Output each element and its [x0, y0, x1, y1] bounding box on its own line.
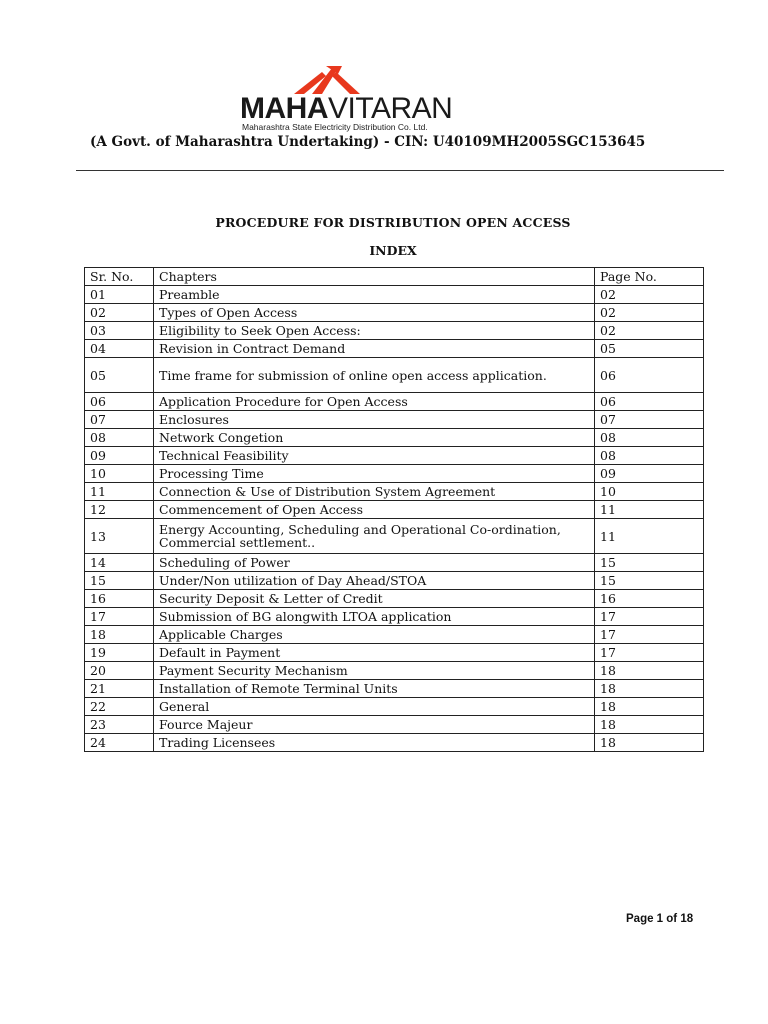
table-row	[85, 429, 704, 447]
row-page-no: 17	[595, 626, 704, 644]
table-row	[85, 626, 704, 644]
row-chapter: Default in Payment	[154, 644, 595, 662]
row-sr-no: 04	[85, 340, 154, 358]
table-row	[85, 304, 704, 322]
index-title: INDEX	[369, 243, 417, 258]
table-row	[85, 554, 704, 572]
table-row	[85, 662, 704, 680]
table-row	[85, 680, 704, 698]
row-page-no: 08	[595, 447, 704, 465]
row-page-no: 06	[595, 393, 704, 411]
table-row	[85, 608, 704, 626]
row-page-no: 18	[595, 662, 704, 680]
header-divider	[76, 170, 724, 171]
document-title: PROCEDURE FOR DISTRIBUTION OPEN ACCESS	[215, 215, 571, 230]
row-chapter: Commencement of Open Access	[154, 501, 595, 519]
row-sr-no: 11	[85, 483, 154, 501]
row-page-no: 11	[595, 519, 704, 554]
page-number: Page 1 of 18	[626, 913, 694, 925]
row-chapter: Eligibility to Seek Open Access:	[154, 322, 595, 340]
row-chapter: Technical Feasibility	[154, 447, 595, 465]
row-chapter: General	[154, 698, 595, 716]
row-sr-no: 19	[85, 644, 154, 662]
table-row	[85, 734, 704, 752]
row-page-no: 17	[595, 644, 704, 662]
row-page-no: 02	[595, 322, 704, 340]
row-chapter: Time frame for submission of online open access application.	[154, 358, 595, 393]
row-page-no: 15	[595, 572, 704, 590]
table-row	[85, 411, 704, 429]
row-sr-no: 21	[85, 680, 154, 698]
row-sr-no: 20	[85, 662, 154, 680]
row-sr-no: 22	[85, 698, 154, 716]
row-sr-no: 08	[85, 429, 154, 447]
table-row	[85, 501, 704, 519]
row-page-no: 05	[595, 340, 704, 358]
table-row	[85, 322, 704, 340]
row-chapter: Security Deposit & Letter of Credit	[154, 590, 595, 608]
row-sr-no: 17	[85, 608, 154, 626]
table-row	[85, 698, 704, 716]
logo-subtitle: Maharashtra State Electricity Distribution Co. Ltd.	[242, 122, 428, 132]
row-page-no: 18	[595, 716, 704, 734]
row-page-no: 08	[595, 429, 704, 447]
row-sr-no: 12	[85, 501, 154, 519]
row-page-no: 18	[595, 680, 704, 698]
row-sr-no: 07	[85, 411, 154, 429]
table-row	[85, 644, 704, 662]
row-page-no: 18	[595, 698, 704, 716]
row-page-no: 16	[595, 590, 704, 608]
row-chapter: Revision in Contract Demand	[154, 340, 595, 358]
row-page-no: 15	[595, 554, 704, 572]
row-sr-no: 01	[85, 286, 154, 304]
row-sr-no: 06	[85, 393, 154, 411]
logo-wordmark	[240, 94, 452, 124]
row-chapter: Installation of Remote Terminal Units	[154, 680, 595, 698]
row-chapter: Fource Majeur	[154, 716, 595, 734]
row-page-no: 11	[595, 501, 704, 519]
table-row	[85, 286, 704, 304]
header-chapters: Chapters	[154, 268, 595, 286]
row-page-no: 07	[595, 411, 704, 429]
row-chapter: Under/Non utilization of Day Ahead/STOA	[154, 572, 595, 590]
row-chapter: Energy Accounting, Scheduling and Operational Co-ordination, Commercial settlement..	[154, 519, 595, 554]
row-chapter: Enclosures	[154, 411, 595, 429]
company-logo	[240, 66, 500, 136]
row-page-no: 18	[595, 734, 704, 752]
table-row	[85, 519, 704, 554]
row-page-no: 02	[595, 286, 704, 304]
row-chapter: Payment Security Mechanism	[154, 662, 595, 680]
row-page-no: 06	[595, 358, 704, 393]
row-chapter: Applicable Charges	[154, 626, 595, 644]
row-sr-no: 13	[85, 519, 154, 554]
row-page-no: 10	[595, 483, 704, 501]
row-sr-no: 09	[85, 447, 154, 465]
table-row	[85, 358, 704, 393]
table-row	[85, 393, 704, 411]
index-table	[84, 267, 704, 752]
row-chapter: Network Congetion	[154, 429, 595, 447]
table-header-row	[85, 268, 704, 286]
row-sr-no: 03	[85, 322, 154, 340]
logo-brand-bold: MAHA	[240, 92, 328, 125]
row-sr-no: 10	[85, 465, 154, 483]
table-row	[85, 483, 704, 501]
table-row	[85, 447, 704, 465]
row-sr-no: 14	[85, 554, 154, 572]
table-row	[85, 590, 704, 608]
row-sr-no: 18	[85, 626, 154, 644]
row-sr-no: 24	[85, 734, 154, 752]
govt-cin-line: (A Govt. of Maharashtra Undertaking) - CIN: U40109MH2005SGC153645	[90, 134, 646, 150]
row-page-no: 17	[595, 608, 704, 626]
table-row	[85, 465, 704, 483]
logo-brand-regular: VITARAN	[328, 92, 453, 125]
row-chapter: Preamble	[154, 286, 595, 304]
row-sr-no: 15	[85, 572, 154, 590]
row-chapter: Application Procedure for Open Access	[154, 393, 595, 411]
row-chapter: Submission of BG alongwith LTOA application	[154, 608, 595, 626]
table-row	[85, 572, 704, 590]
row-sr-no: 16	[85, 590, 154, 608]
row-chapter: Scheduling of Power	[154, 554, 595, 572]
header-sr-no: Sr. No.	[85, 268, 154, 286]
header-page-no: Page No.	[595, 268, 704, 286]
row-chapter: Trading Licensees	[154, 734, 595, 752]
row-sr-no: 05	[85, 358, 154, 393]
table-row	[85, 340, 704, 358]
row-chapter: Types of Open Access	[154, 304, 595, 322]
row-sr-no: 23	[85, 716, 154, 734]
row-chapter: Processing Time	[154, 465, 595, 483]
row-page-no: 09	[595, 465, 704, 483]
row-chapter: Connection & Use of Distribution System Agreement	[154, 483, 595, 501]
row-sr-no: 02	[85, 304, 154, 322]
table-row	[85, 716, 704, 734]
row-page-no: 02	[595, 304, 704, 322]
